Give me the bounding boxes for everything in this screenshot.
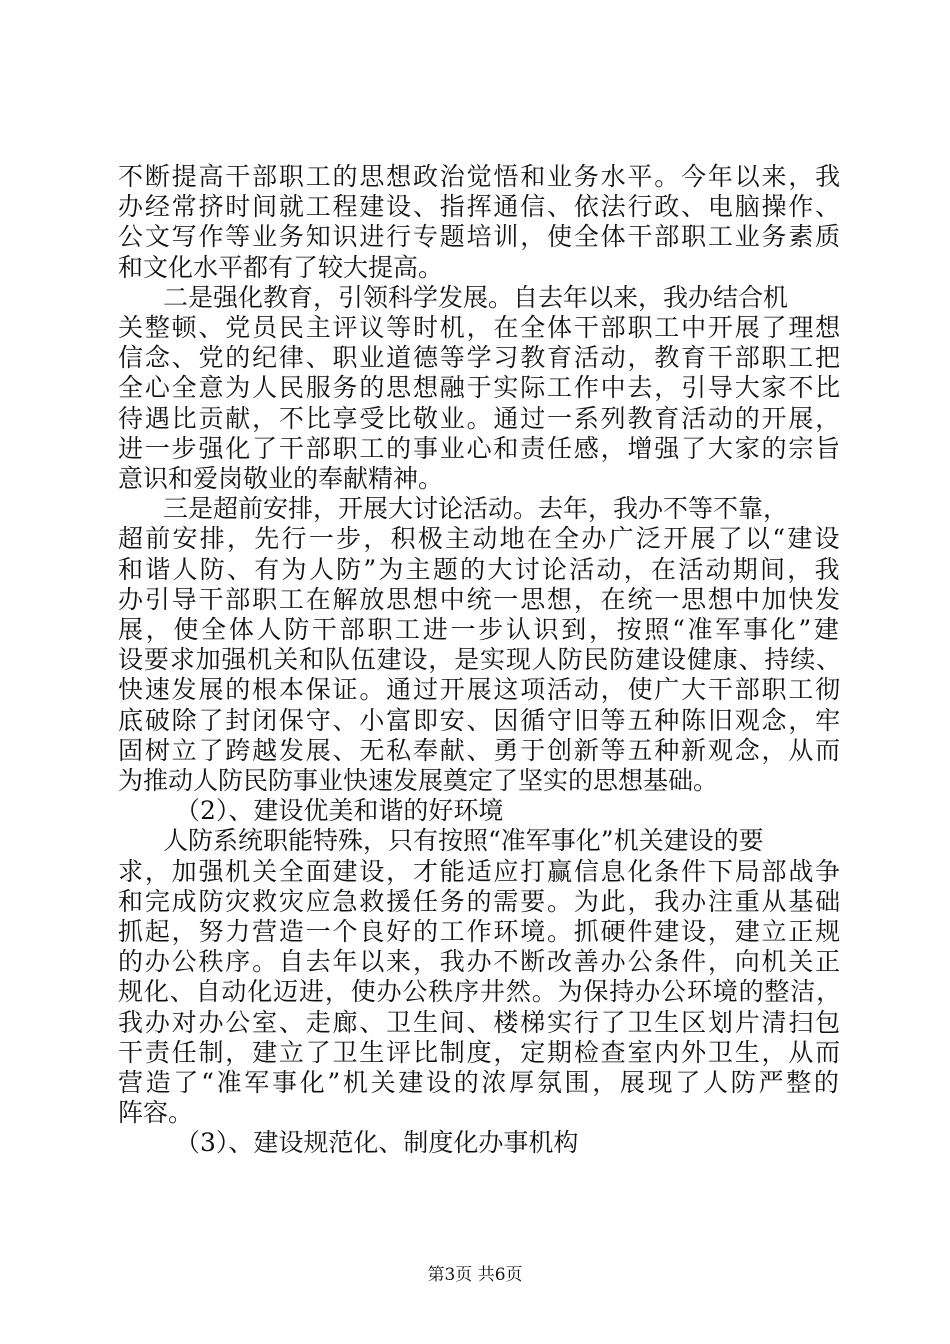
text-line: 二是强化教育，引领科学发展。自去年以来，我办结合机 <box>163 283 789 312</box>
text-line: 办经常挤时间就工程建设、指挥通信、依法行政、电脑操作、 <box>118 192 843 221</box>
text-line: 和文化水平都有了较大提高。 <box>118 253 444 282</box>
text-line: 办引导干部职工在解放思想中统一思想，在统一思想中加快发 <box>118 585 843 614</box>
text-line: 固树立了跨越发展、无私奉献、勇于创新等五种新观念，从而 <box>118 736 843 765</box>
text-line: 干责任制，建立了卫生评比制度，定期检查室内外卫生，从而 <box>118 1038 843 1067</box>
text-line: 阵容。 <box>118 1098 194 1127</box>
text-line: 我办对办公室、走廊、卫生间、楼梯实行了卫生区划片清扫包 <box>118 1008 843 1037</box>
text-line: 全心全意为人民服务的思想融于实际工作中去，引导大家不比 <box>118 373 843 402</box>
text-line: 抓起，努力营造一个良好的工作环境。抓硬件建设，建立正规 <box>118 917 843 946</box>
text-line: 求，加强机关全面建设，才能适应打赢信息化条件下局部战争 <box>118 857 843 886</box>
text-line: 为推动人防民防事业快速发展奠定了坚实的思想基础。 <box>118 766 719 795</box>
text-line: 人防系统职能特殊，只有按照“准军事化”机关建设的要 <box>163 826 764 855</box>
text-line: 和谐人防、有为人防”为主题的大讨论活动，在活动期间，我 <box>118 555 842 584</box>
text-line: 待遇比贡献，不比享受比敬业。通过一系列教育活动的开展， <box>118 404 843 433</box>
page-number: 第3页 共6页 <box>427 1265 523 1285</box>
text-line: 快速发展的根本保证。通过开展这项活动，使广大干部职工彻 <box>118 675 843 704</box>
text-line: 不断提高干部职工的思想政治觉悟和业务水平。今年以来，我 <box>118 162 843 191</box>
text-line: 底破除了封闭保守、小富即安、因循守旧等五种陈旧观念，牢 <box>118 706 843 735</box>
text-line: 规化、自动化迈进，使办公秩序井然。为保持办公环境的整洁， <box>118 977 843 1006</box>
text-line: 三是超前安排，开展大讨论活动。去年，我办不等不靠， <box>163 494 789 523</box>
text-line: 营造了“准军事化”机关建设的浓厚氛围，展现了人防严整的 <box>118 1068 842 1097</box>
section-heading: （2）、建设优美和谐的好环境 <box>175 796 504 825</box>
text-line: 超前安排，先行一步，积极主动地在全办广泛开展了以“建设 <box>118 524 842 553</box>
text-line: 展，使全体人防干部职工进一步认识到，按照“准军事化”建 <box>118 615 842 644</box>
text-line: 意识和爱岗敬业的奉献精神。 <box>118 464 444 493</box>
text-line: 信念、党的纪律、职业道德等学习教育活动，教育干部职工把 <box>118 343 843 372</box>
text-line: 和完成防灾救灾应急救援任务的需要。为此，我办注重从基础 <box>118 887 843 916</box>
text-line: 公文写作等业务知识进行专题培训，使全体干部职工业务素质 <box>118 222 843 251</box>
text-line: 设要求加强机关和队伍建设，是实现人防民防建设健康、持续、 <box>118 645 843 674</box>
text-line: 关整顿、党员民主评议等时机，在全体干部职工中开展了理想 <box>118 313 843 342</box>
text-line: 进一步强化了干部职工的事业心和责任感，增强了大家的宗旨 <box>118 434 843 463</box>
text-line: 的办公秩序。自去年以来，我办不断改善办公条件，向机关正 <box>118 947 843 976</box>
section-heading: （3）、建设规范化、制度化办事机构 <box>175 1128 579 1157</box>
